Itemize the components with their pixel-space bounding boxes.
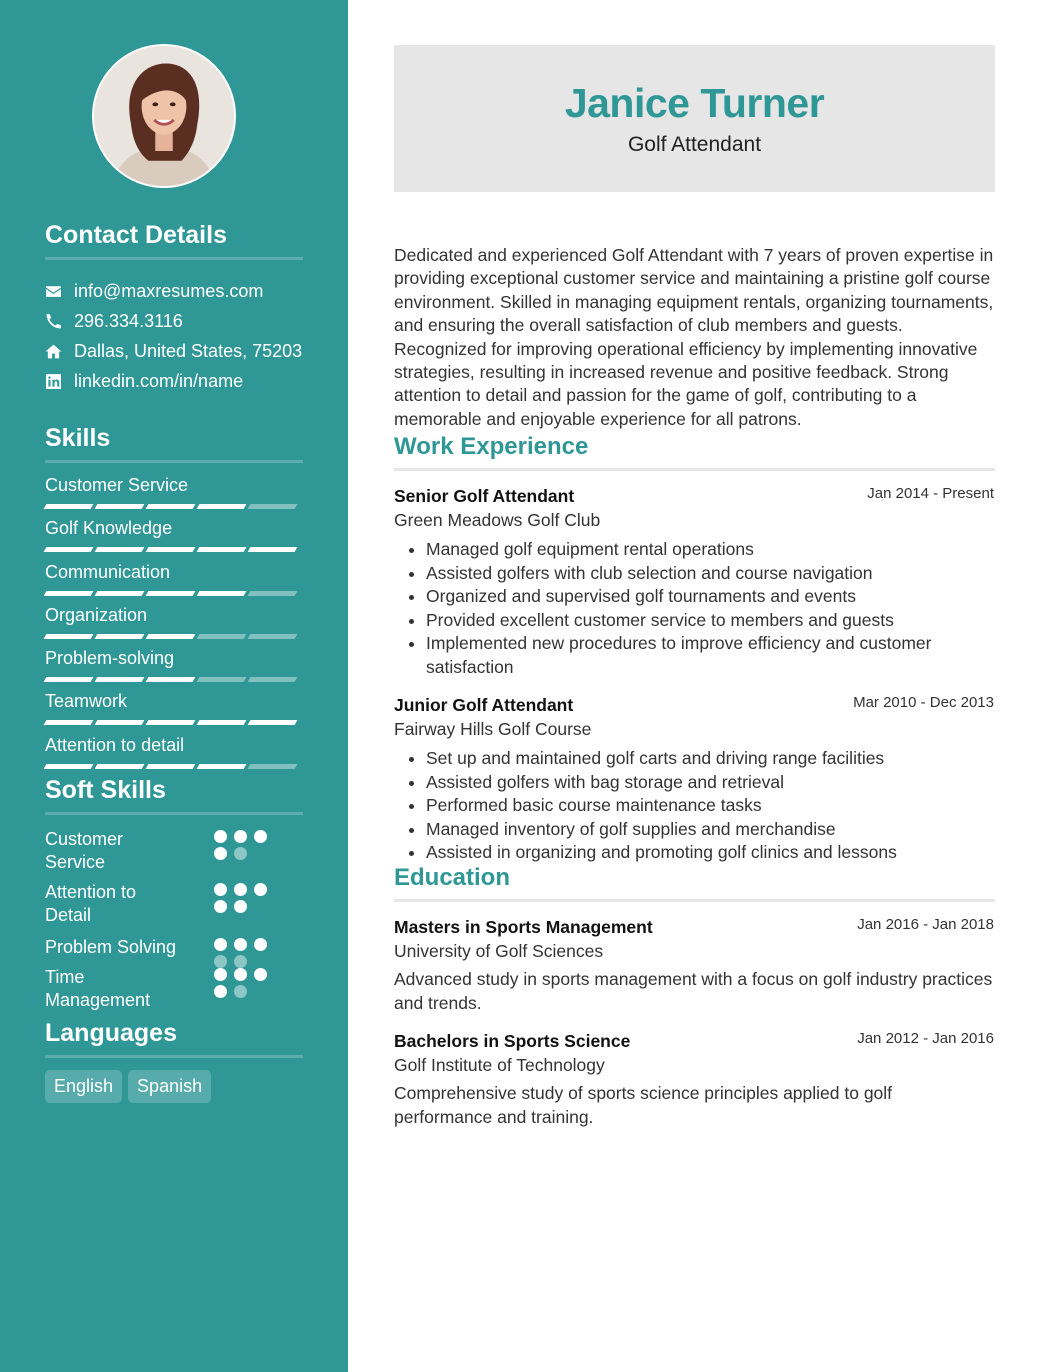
job-bullet: • Assisted in organizing and promoting golf clinics and lessons (426, 841, 994, 865)
skill-rating-bar (45, 634, 303, 639)
contact-address (45, 336, 315, 366)
job-entry (394, 693, 994, 865)
skill-rating-segment (44, 634, 94, 639)
skill-rating-segment (95, 677, 145, 682)
skill-rating-segment (146, 677, 196, 682)
skill-rating-segment (197, 547, 247, 552)
skill-name: Problem-solving (45, 648, 175, 669)
profile-summary: Dedicated and experienced Golf Attendant with 7 years of proven expertise in providing exceptional customer service and maintaining a pristine golf course environment. Skilled in managing equipment rentals, organizing tournaments, and ensuring the overall satisfaction of club members and guests. Recognized for improving operational efficiency by implementing innovative strategies, resulting in increased revenue and positive feedback. Strong attention to detail and passion for the game of golf, contributing to a memorable and enjoyable experience for all patrons. (394, 245, 994, 429)
soft-skill-dot (234, 847, 247, 860)
skill-item (45, 560, 303, 603)
degree-title: Bachelors in Sports Science (394, 1031, 631, 1051)
contact-heading: Contact Details (45, 220, 303, 260)
soft-skill-dot (254, 968, 267, 981)
skill-item (45, 646, 303, 689)
job-date: Jan 2014 - Present (867, 485, 994, 502)
contact-phone-text: 296.334.3116 (74, 310, 183, 331)
skill-rating-segment (95, 720, 145, 725)
skill-item (45, 603, 303, 646)
skill-rating-segment (197, 591, 247, 596)
soft-skill-dot (234, 968, 247, 981)
job-bullet: • Provided excellent customer service to members and guests (426, 609, 994, 633)
soft-skill-name: Problem Solving (45, 937, 177, 957)
skill-rating-segment (197, 720, 247, 725)
skill-rating-segment (248, 764, 298, 769)
skill-rating-segment (44, 547, 94, 552)
soft-skill-dot (214, 883, 227, 896)
soft-skill-name: Time Management (45, 967, 151, 1010)
skill-rating-segment (197, 677, 247, 682)
skills-heading: Skills (45, 423, 303, 463)
skill-rating-segment (248, 547, 298, 552)
profile-photo (92, 44, 236, 188)
soft-skill-rating (214, 968, 292, 998)
skill-rating-segment (95, 547, 145, 552)
skill-rating-segment (44, 764, 94, 769)
soft-skill-dot (254, 830, 267, 843)
skill-rating-bar (45, 547, 303, 552)
soft-skill-dot (214, 985, 227, 998)
soft-skill-dot (254, 938, 267, 951)
contact-address-text: Dallas, United States, 75203 (74, 340, 303, 361)
skill-rating-segment (248, 720, 298, 725)
skill-item (45, 733, 303, 776)
job-bullets (394, 747, 994, 865)
skill-rating-segment (44, 677, 94, 682)
skill-rating-segment (95, 504, 145, 509)
candidate-name: Janice Turner (564, 80, 825, 126)
soft-skill-item (45, 966, 303, 1016)
candidate-title: Golf Attendant (627, 133, 762, 156)
contact-linkedin[interactable] (45, 366, 315, 396)
job-bullet: • Implemented new procedures to improve efficiency and customer satisfaction (426, 632, 994, 679)
job-bullet: • Managed golf equipment rental operations (426, 538, 994, 562)
skill-name: Teamwork (45, 691, 128, 712)
skill-name: Golf Knowledge (45, 518, 173, 539)
soft-skill-name: Attention to Detail (45, 882, 137, 925)
home-icon (45, 343, 74, 360)
soft-skill-dot (234, 830, 247, 843)
job-bullet: • Set up and maintained golf carts and driving range facilities (426, 747, 994, 771)
skill-rating-bar (45, 677, 303, 682)
skill-rating-segment (146, 634, 196, 639)
soft-skill-rating (214, 883, 292, 913)
skill-name: Communication (45, 561, 171, 582)
job-title: Senior Golf Attendant (394, 486, 575, 506)
work-experience-heading: Work Experience (394, 432, 995, 471)
job-bullet: • Assisted golfers with bag storage and retrieval (426, 771, 994, 795)
education-date: Jan 2016 - Jan 2018 (857, 916, 994, 933)
skill-name: Customer Service (45, 475, 189, 495)
skill-rating-bar (45, 504, 303, 509)
education-date: Jan 2012 - Jan 2016 (857, 1030, 994, 1047)
soft-skill-name: Customer Service (45, 829, 124, 872)
skill-rating-bar (45, 720, 303, 725)
skill-rating-segment (146, 764, 196, 769)
soft-skill-item (45, 881, 303, 936)
skill-item (45, 516, 303, 559)
portrait-illustration (94, 46, 234, 186)
skill-item (45, 473, 303, 516)
job-bullet: • Organized and supervised golf tournaments and events (426, 585, 994, 609)
education-heading: Education (394, 863, 995, 902)
resume-header (394, 45, 995, 192)
soft-skill-dot (214, 900, 227, 913)
job-bullet: • Assisted golfers with club selection and course navigation (426, 562, 994, 586)
skills-list (45, 473, 303, 776)
soft-skill-item (45, 936, 303, 966)
school-name: University of Golf Sciences (394, 941, 604, 961)
soft-skill-rating (214, 938, 292, 968)
skill-rating-bar (45, 764, 303, 769)
soft-skills-list (45, 828, 303, 1016)
soft-skill-dot (214, 847, 227, 860)
education-entry (394, 1029, 994, 1129)
language-pill: English (45, 1070, 122, 1103)
sidebar (0, 0, 348, 1372)
languages-list (45, 1070, 211, 1103)
soft-skill-dot (234, 883, 247, 896)
job-company: Fairway Hills Golf Course (394, 719, 592, 739)
skill-rating-segment (197, 504, 247, 509)
language-pill: Spanish (128, 1070, 211, 1103)
skill-rating-segment (44, 591, 94, 596)
soft-skill-rating (214, 830, 292, 860)
soft-skill-dot (214, 830, 227, 843)
skill-rating-segment (95, 591, 145, 596)
contact-email[interactable] (45, 276, 315, 306)
soft-skill-dot (234, 938, 247, 951)
skill-rating-segment (146, 547, 196, 552)
skill-name: Organization (45, 604, 148, 625)
job-date: Mar 2010 - Dec 2013 (853, 694, 994, 711)
job-bullet: • Managed inventory of golf supplies and merchandise (426, 818, 994, 842)
contact-email-text: info@maxresumes.com (74, 280, 264, 301)
skill-item (45, 689, 303, 732)
phone-icon (45, 313, 74, 330)
degree-title: Masters in Sports Management (394, 917, 653, 937)
job-bullet: • Performed basic course maintenance tasks (426, 794, 994, 818)
skill-rating-segment (146, 504, 196, 509)
skill-rating-segment (248, 504, 298, 509)
contact-phone[interactable] (45, 306, 315, 336)
education-entry (394, 915, 994, 1015)
skill-rating-segment (146, 720, 196, 725)
soft-skill-dot (254, 883, 267, 896)
email-icon (45, 283, 74, 300)
soft-skill-dot (234, 985, 247, 998)
languages-heading: Languages (45, 1018, 303, 1058)
skill-rating-segment (248, 591, 298, 596)
linkedin-icon (45, 373, 74, 390)
soft-skill-dot (234, 900, 247, 913)
soft-skill-item (45, 828, 303, 881)
job-bullets (394, 538, 994, 680)
skill-rating-segment (44, 720, 94, 725)
skill-rating-segment (95, 634, 145, 639)
job-company: Green Meadows Golf Club (394, 510, 601, 530)
skill-rating-segment (248, 634, 298, 639)
skill-rating-segment (146, 591, 196, 596)
job-title: Junior Golf Attendant (394, 695, 574, 715)
skill-rating-segment (197, 764, 247, 769)
skill-rating-segment (44, 504, 94, 509)
skill-rating-segment (197, 634, 247, 639)
skill-rating-segment (95, 764, 145, 769)
skill-name: Attention to detail (45, 734, 185, 755)
skill-rating-bar (45, 591, 303, 596)
contact-list (45, 276, 315, 396)
contact-linkedin-text: linkedin.com/in/name (74, 370, 244, 391)
job-entry (394, 484, 994, 680)
skill-rating-segment (248, 677, 298, 682)
soft-skill-dot (214, 938, 227, 951)
soft-skills-heading: Soft Skills (45, 775, 303, 815)
education-description: Advanced study in sports management with a focus on golf industry practices and trends. (394, 969, 993, 1013)
soft-skill-dot (214, 968, 227, 981)
school-name: Golf Institute of Technology (394, 1055, 605, 1075)
education-description: Comprehensive study of sports science principles applied to golf performance and training. (394, 1083, 893, 1127)
